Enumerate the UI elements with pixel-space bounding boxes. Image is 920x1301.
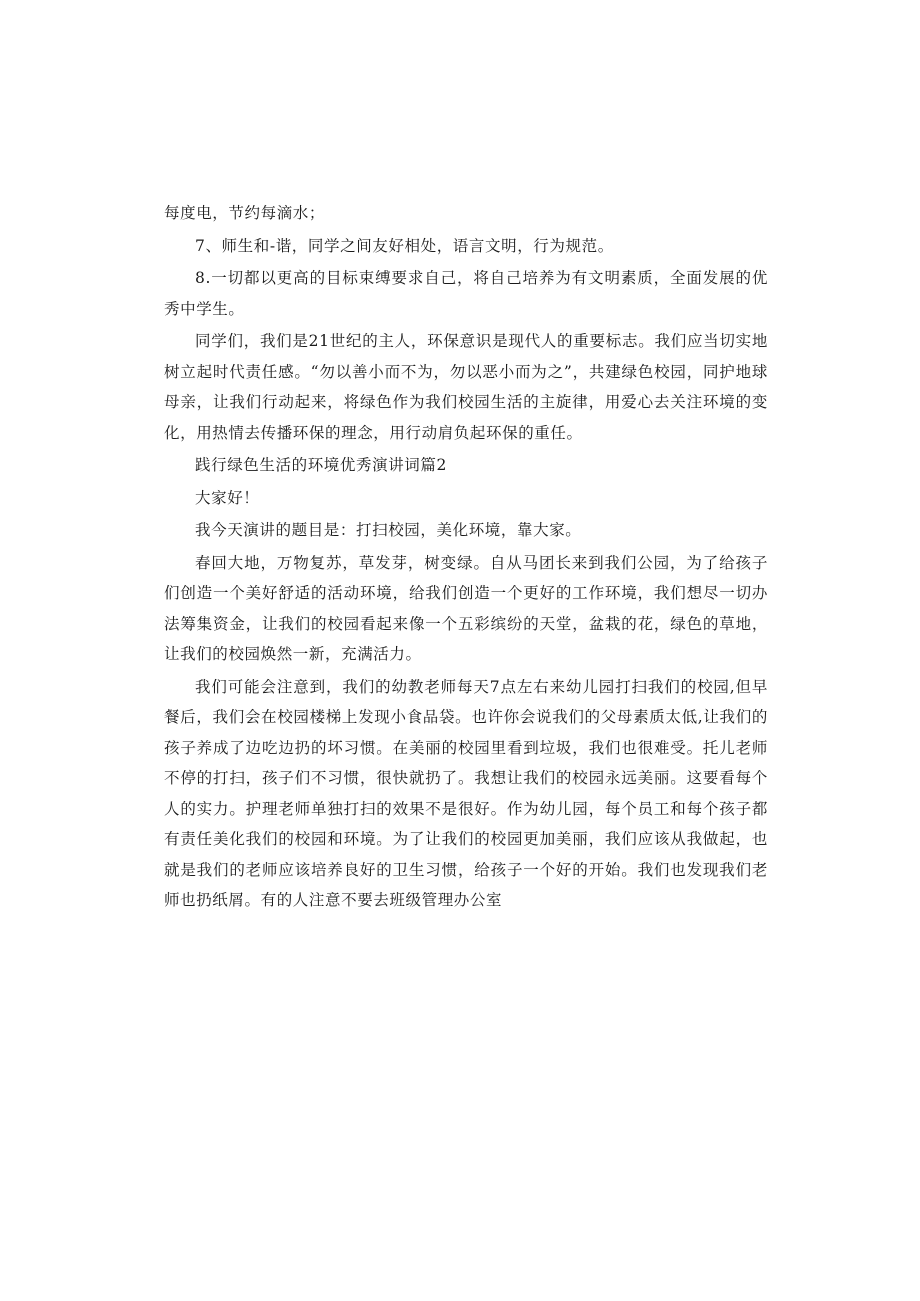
paragraph-item-8: 8.一切都以更高的目标束缚要求自己，将自己培养为有文明素质，全面发展的优秀中学生。	[164, 269, 768, 318]
paragraph-greeting: 大家好！	[195, 488, 260, 507]
section-heading: 践行绿色生活的环境优秀演讲词篇2	[195, 456, 447, 474]
paragraph-cleaning: 我们可能会注意到，我们的幼教老师每天7点左右来幼儿园打扫我们的校园,但早餐后，我们会在校园楼梯上发现小食品袋。也许你会说我们的父母素质太低,让我们的孩子养成了边吃边扔的坏习惯。在美丽的校园里看到垃圾，我们也很难受。托儿老师不停的打扫，孩子们不习惯，很快就扔了。我想让我们的校园永远美丽。这要看每个人的实力。护理老师单独打扫的效果不是很好。作为幼儿园，每个员工和每个孩子都有责任美化我们的校园和环境。为了让我们的校园更加美丽，我们应该从我做起，也就是我们的老师应该培养良好的卫生习惯，给孩子一个好的开始。我们也发现我们老师也扔纸屑。有的人注意不要去班级管理办公室	[164, 677, 768, 909]
paragraph-spring: 春回大地，万物复苏，草发芽，树变绿。自从马团长来到我们公园，为了给孩子们创造一个美好舒适的活动环境，给我们创造一个更好的工作环境，我们想尽一切办法筹集资金，让我们的校园看起来像一个五彩缤纷的天堂，盆栽的花，绿色的草地，让我们的校园焕然一新，充满活力。	[164, 553, 768, 663]
paragraph-conclusion: 同学们，我们是21世纪的主人，环保意识是现代人的重要标志。我们应当切实地树立起时代责任感。“勿以善小而不为，勿以恶小而为之”，共建绿色校园，同护地球母亲，让我们行动起来，将绿色作为我们校园生活的主旋律，用爱心去关注环境的变化，用热情去传播环保的理念，用行动肩负起环保的重任。	[164, 332, 768, 442]
paragraph-topic: 我今天演讲的题目是：打扫校园，美化环境，靠大家。	[195, 521, 582, 539]
paragraph-item-7: 7、师生和-谐，同学之间友好相处，语言文明，行为规范。	[195, 236, 614, 255]
paragraph-continuation: 每度电，节约每滴水；	[164, 204, 326, 222]
document-body	[164, 198, 768, 916]
